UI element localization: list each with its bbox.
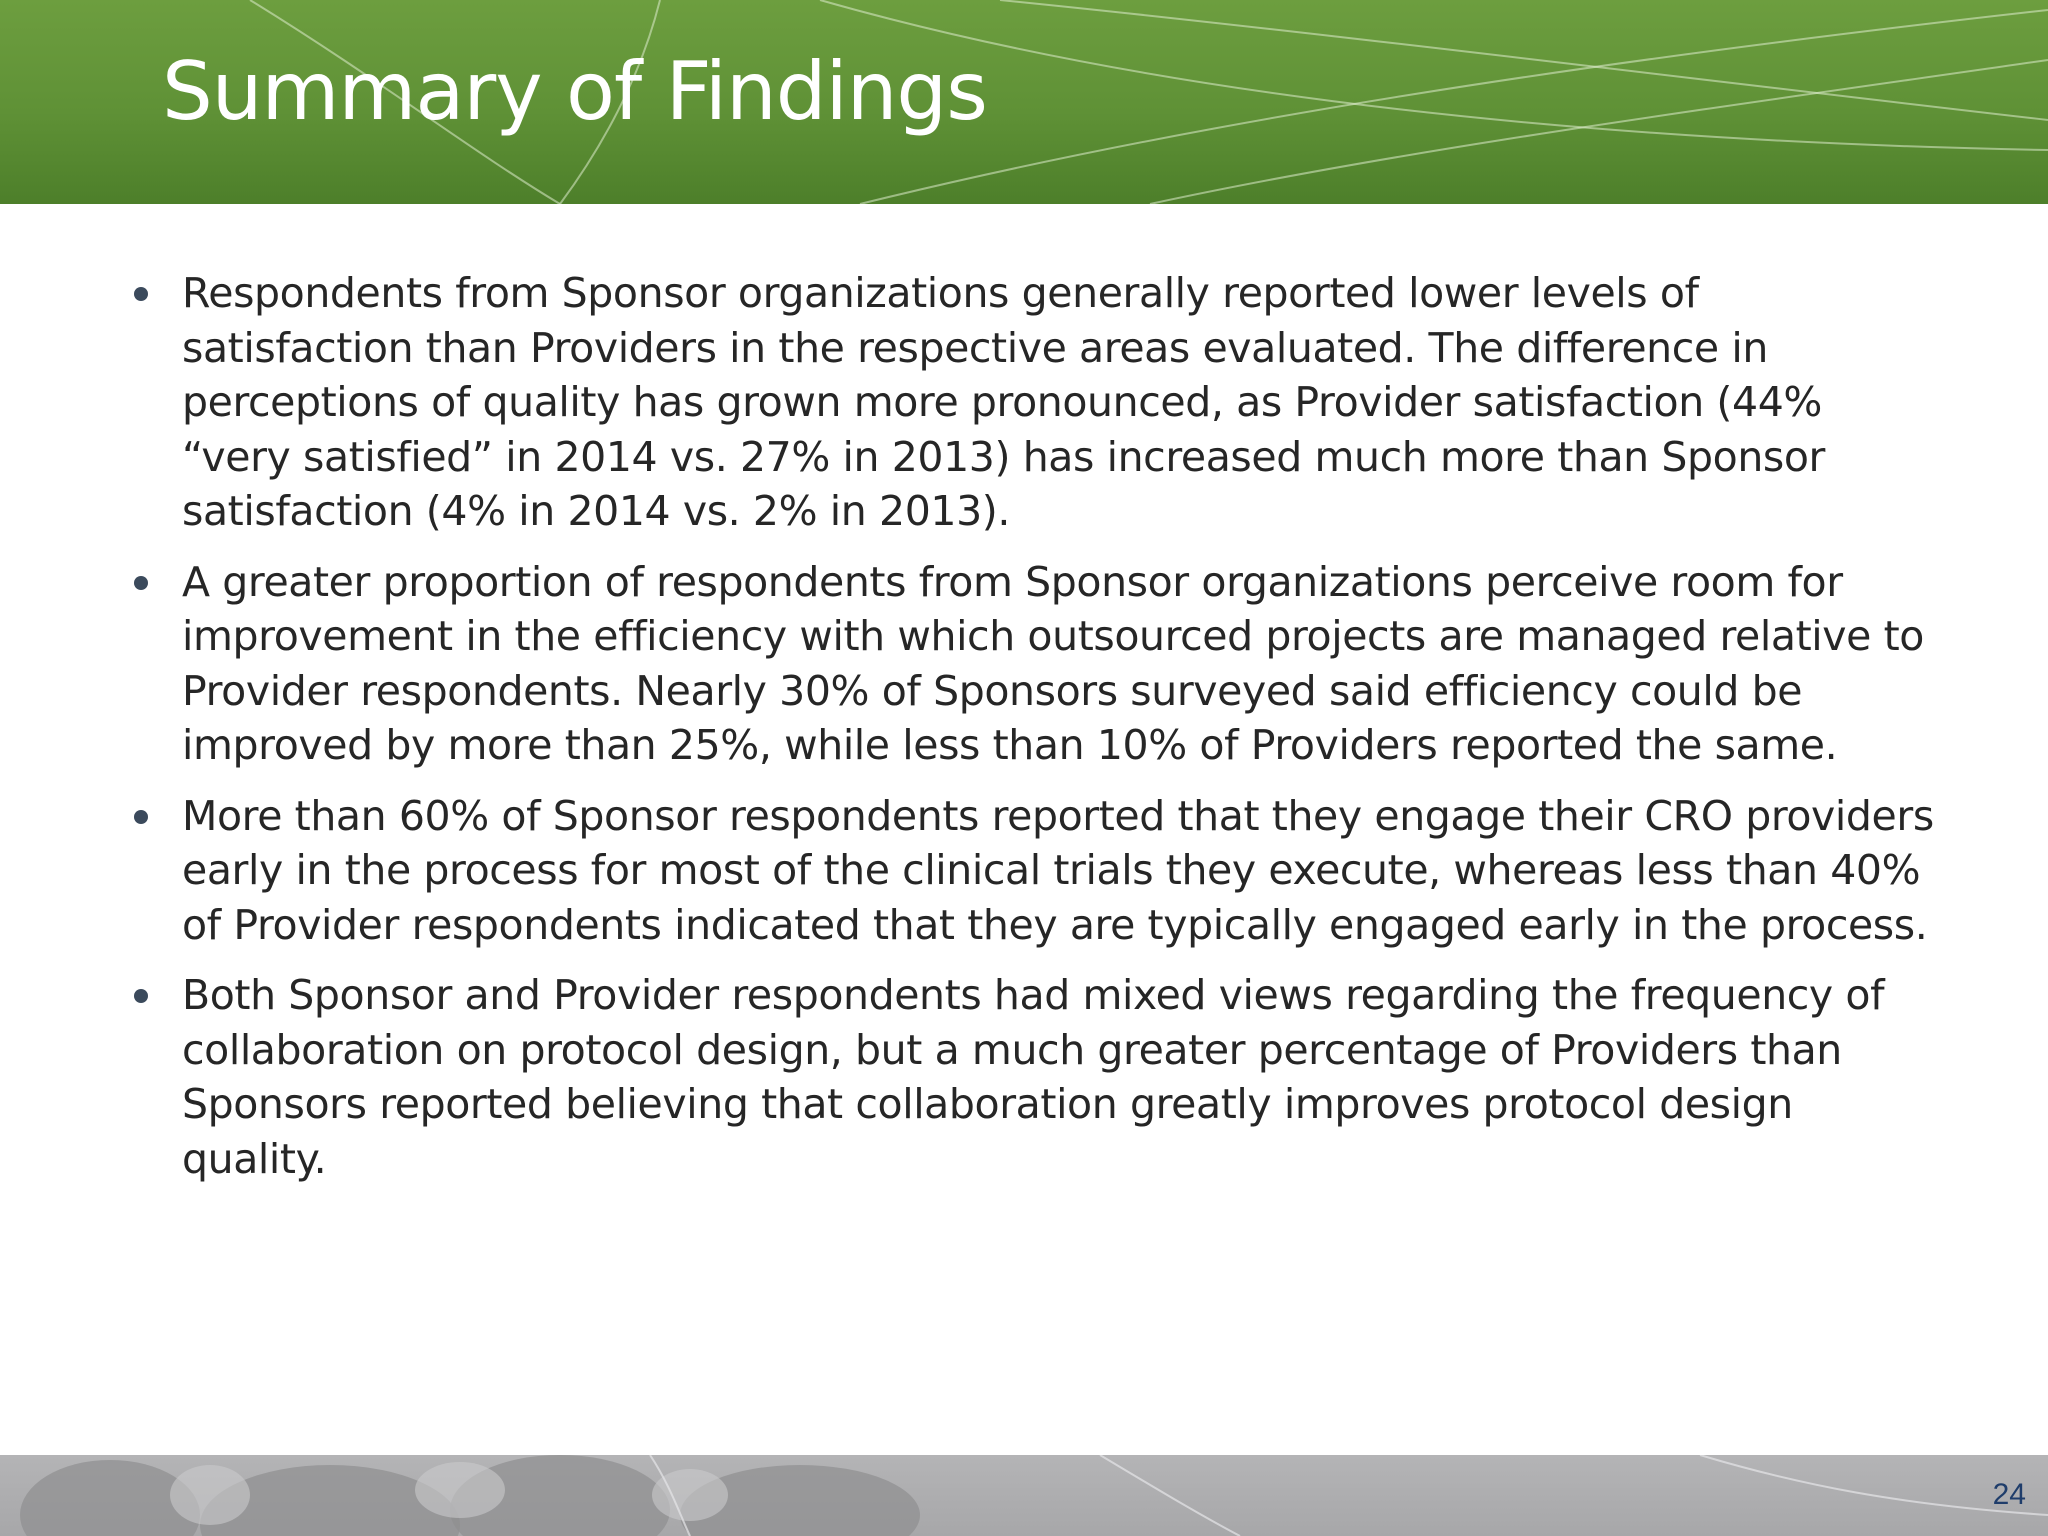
finding-item xyxy=(130,968,1940,1186)
finding-text: Respondents from Sponsor organizations generally reported lower levels of satisfaction than Providers in the respective areas evaluated. The difference in perceptions of quality has grown more pronounced, as Provider satisfaction (44% “very satisfied” in 2014 vs. 27% in 2013) has increased much more than Sponsor satisfaction (4% in 2014 vs. 2% in 2013). xyxy=(182,269,1826,535)
finding-item xyxy=(130,789,1940,953)
finding-text: Both Sponsor and Provider respondents had mixed views regarding the frequency of collaboration on protocol design, but a much greater percentage of Providers than Sponsors reported believing that collaboration greatly improves protocol design quality. xyxy=(182,971,1885,1183)
bullet-dot-icon xyxy=(134,576,148,590)
bullet-dot-icon xyxy=(134,810,148,824)
footer-decorative-shapes xyxy=(0,1455,2048,1536)
slide-title: Summary of Findings xyxy=(162,45,987,138)
title-banner xyxy=(0,0,2048,204)
finding-text: More than 60% of Sponsor respondents reported that they engage their CRO providers early in the process for most of the clinical trials they execute, whereas less than 40% of Provider respondents indicated that they are typically engaged early in the process. xyxy=(182,791,1934,949)
footer-band xyxy=(0,1455,2048,1536)
page-number: 24 xyxy=(1992,1478,2026,1511)
finding-text: A greater proportion of respondents from Sponsor organizations perceive room for improvement in the efficiency with which outsourced projects are managed relative to Provider respondents. Nearly 30% of Sponsors surveyed said efficiency could be improved by more than 25%, while less than 10% of Providers reported the same. xyxy=(182,557,1924,769)
bullet-dot-icon xyxy=(134,989,148,1003)
finding-item xyxy=(130,555,1940,773)
bullet-dot-icon xyxy=(134,287,148,301)
findings-list xyxy=(130,266,1940,1202)
finding-item xyxy=(130,266,1940,539)
